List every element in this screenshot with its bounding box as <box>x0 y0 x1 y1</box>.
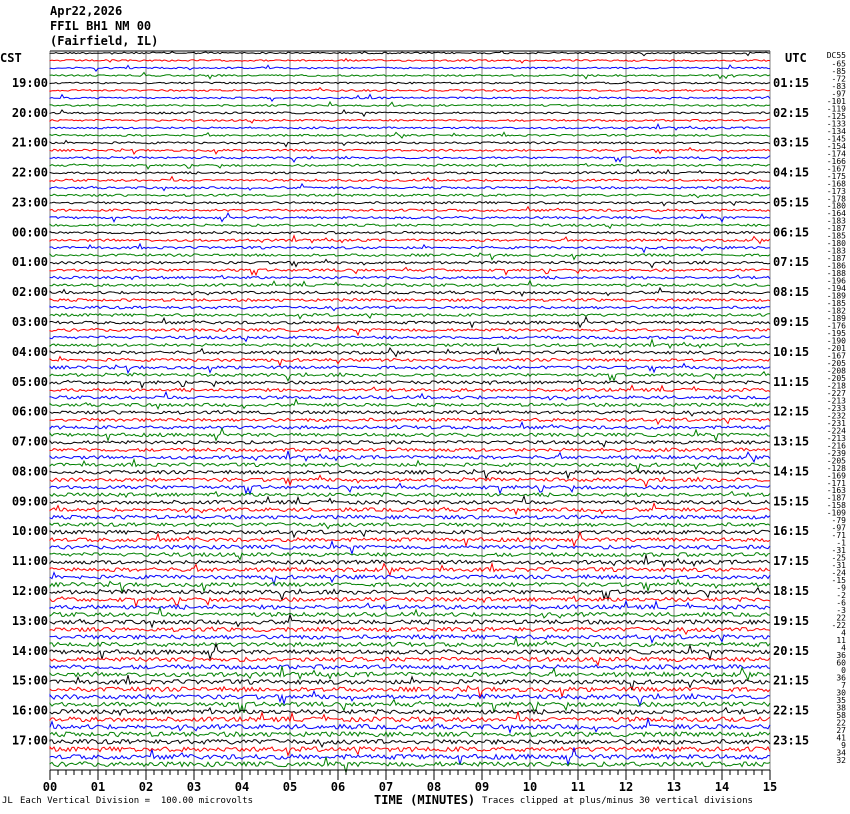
dc-offset-label: -134 <box>826 126 846 136</box>
dc-offset-label: -154 <box>826 141 846 151</box>
right-hour-label: 21:15 <box>773 673 810 688</box>
trace-line <box>50 470 770 479</box>
left-hour-label: 00:00 <box>11 225 48 240</box>
dc-offset-label: -72 <box>831 74 846 84</box>
dc-offset-label: -83 <box>831 81 846 91</box>
trace-line <box>50 244 770 252</box>
trace-line <box>50 496 770 504</box>
dc-offset-label: -24 <box>831 568 846 578</box>
dc-offset-label: -231 <box>826 418 846 428</box>
trace-line <box>50 213 770 222</box>
dc-offset-label: 41 <box>836 733 846 743</box>
left-hour-label: 02:00 <box>11 285 48 300</box>
right-hour-label: 23:15 <box>773 733 810 748</box>
dc-offset-label: -97 <box>831 523 846 533</box>
dc-offset-label: -167 <box>826 164 846 174</box>
left-hour-label: 14:00 <box>11 643 48 658</box>
right-hour-label: 22:15 <box>773 703 810 718</box>
trace-line <box>50 288 770 296</box>
dc-offset-label: -201 <box>826 343 846 353</box>
dc-offset-label: -227 <box>826 388 846 398</box>
dc-offset-label: -188 <box>826 269 846 279</box>
left-hour-label: 03:00 <box>11 314 48 329</box>
trace-line <box>50 708 770 715</box>
dc-offset-label: -167 <box>826 351 846 361</box>
dc-offset-label: -239 <box>826 448 846 458</box>
trace-line <box>50 275 770 279</box>
trace-line <box>50 541 770 554</box>
dc-offset-label: -65 <box>831 59 846 69</box>
trace-line <box>50 580 770 592</box>
dc-offset-label: 27 <box>836 725 846 735</box>
dc-offset-label: 0 <box>841 665 846 675</box>
right-hour-label: 06:15 <box>773 225 810 240</box>
right-hour-label: 08:15 <box>773 285 810 300</box>
trace-line <box>50 119 770 123</box>
date-label: Apr22,2026 <box>50 4 123 18</box>
trace-line <box>50 451 770 462</box>
trace-line <box>50 124 770 130</box>
left-hour-label: 07:00 <box>11 434 48 449</box>
trace-line <box>50 411 770 416</box>
left-hour-label: 20:00 <box>11 105 48 120</box>
left-hour-label: 11:00 <box>11 554 48 569</box>
dc-offset-label: -185 <box>826 299 846 309</box>
left-hour-label: 13:00 <box>11 613 48 628</box>
dc-offset-label: -164 <box>826 209 846 219</box>
dc-offset-label: -190 <box>826 336 846 346</box>
dc-offset-label: 38 <box>836 703 846 713</box>
trace-line <box>50 164 770 169</box>
trace-line <box>50 224 770 228</box>
trace-line <box>50 564 770 575</box>
dc-offset-label: 58 <box>836 710 846 720</box>
dc-offset-label: -2 <box>836 591 846 601</box>
trace-line <box>50 141 770 147</box>
dc-offset-label: -1 <box>836 538 846 548</box>
trace-line <box>50 601 770 609</box>
right-timezone-label: UTC <box>785 51 807 65</box>
trace-line <box>50 314 770 319</box>
trace-line <box>50 615 770 627</box>
trace-line <box>50 428 770 440</box>
dc-offset-label: -173 <box>826 186 846 196</box>
dc-offset-label: -169 <box>826 471 846 481</box>
trace-line <box>50 317 770 327</box>
right-hour-label: 15:15 <box>773 494 810 509</box>
x-tick-label: 11 <box>570 780 586 794</box>
dc-offset-label: -232 <box>826 411 846 421</box>
right-hour-label: 04:15 <box>773 165 810 180</box>
trace-line <box>50 110 770 116</box>
left-hour-label: 23:00 <box>11 195 48 210</box>
dc-offset-label: -178 <box>826 194 846 204</box>
dc-offset-label: 22 <box>836 613 846 623</box>
x-tick-label: 02 <box>138 780 154 794</box>
location-label: (Fairfield, IL) <box>50 34 159 48</box>
dc-offset-label: -97 <box>831 89 846 99</box>
trace-line <box>50 51 770 56</box>
trace-line <box>50 588 770 600</box>
trace-line <box>50 364 770 373</box>
trace-line <box>50 492 770 498</box>
trace-line <box>50 747 770 756</box>
left-hour-label: 10:00 <box>11 524 48 539</box>
x-tick-label: 04 <box>234 780 250 794</box>
left-hour-label: 16:00 <box>11 703 48 718</box>
dc-offset-label: -180 <box>826 201 846 211</box>
dc-offset-label: -163 <box>826 486 846 496</box>
dc-label: DC55 <box>826 51 846 60</box>
trace-line <box>50 686 770 698</box>
dc-offset-label: -22 <box>831 621 846 631</box>
trace-line <box>50 102 770 106</box>
dc-offset-label: -213 <box>826 433 846 443</box>
dc-offset-label: -175 <box>826 171 846 181</box>
clip-note: Traces clipped at plus/minus 30 vertical divisions <box>482 796 753 806</box>
left-hour-label: 05:00 <box>11 374 48 389</box>
right-hour-label: 11:15 <box>773 374 810 389</box>
dc-offset-label: -101 <box>826 96 846 106</box>
trace-line <box>50 357 770 366</box>
dc-offset-label: 9 <box>841 740 846 750</box>
trace-line <box>50 259 770 267</box>
x-tick-label: 08 <box>426 780 442 794</box>
trace-line <box>50 156 770 162</box>
trace-line <box>50 281 770 287</box>
left-hour-label: 01:00 <box>11 255 48 270</box>
trace-line <box>50 267 770 275</box>
right-hour-label: 14:15 <box>773 464 810 479</box>
trace-line <box>50 448 770 451</box>
x-tick-label: 03 <box>186 780 202 794</box>
trace-line <box>50 340 770 349</box>
scale-note: Each Vertical Division = 100.00 microvolts <box>20 796 253 806</box>
left-hour-label: 21:00 <box>11 135 48 150</box>
dc-offset-label: -194 <box>826 284 846 294</box>
right-hour-label: 19:15 <box>773 613 810 628</box>
dc-offset-label: -186 <box>826 261 846 271</box>
trace-line <box>50 170 770 174</box>
trace-line <box>50 418 770 424</box>
trace-line <box>50 665 770 669</box>
dc-offset-label: -109 <box>826 508 846 518</box>
trace-line <box>50 253 770 260</box>
right-hour-label: 02:15 <box>773 105 810 120</box>
dc-offset-label: -205 <box>826 358 846 368</box>
left-hour-label: 04:00 <box>11 344 48 359</box>
trace-line <box>50 88 770 92</box>
left-hour-label: 09:00 <box>11 494 48 509</box>
dc-offset-label: -182 <box>826 306 846 316</box>
dc-offset-label: -180 <box>826 239 846 249</box>
dc-offset-label: -119 <box>826 104 846 114</box>
trace-line <box>50 475 770 486</box>
dc-offset-label: -85 <box>831 66 846 76</box>
dc-offset-label: 60 <box>836 658 846 668</box>
dc-offset-label: -71 <box>831 531 846 541</box>
station-label: FFIL BH1 NM 00 <box>50 19 152 33</box>
dc-offset-label: -145 <box>826 134 846 144</box>
dc-offset-label: -171 <box>826 478 846 488</box>
trace-line <box>50 523 770 529</box>
trace-line <box>50 608 770 618</box>
trace-line <box>50 207 770 212</box>
trace-line <box>50 177 770 183</box>
dc-offset-label: -216 <box>826 441 846 451</box>
left-timezone-label: CST <box>0 51 22 65</box>
dc-offset-label: 4 <box>841 643 846 653</box>
dc-offset-label: -9 <box>836 583 846 593</box>
right-hour-label: 10:15 <box>773 344 810 359</box>
dc-offset-label: -133 <box>826 119 846 129</box>
dc-offset-label: -15 <box>831 576 846 586</box>
left-hour-label: 08:00 <box>11 464 48 479</box>
dc-offset-label: 35 <box>836 695 846 705</box>
dc-offset-label: -183 <box>826 246 846 256</box>
trace-line <box>50 399 770 409</box>
right-hour-label: 03:15 <box>773 135 810 150</box>
x-tick-label: 09 <box>474 780 490 794</box>
dc-offset-label: -205 <box>826 373 846 383</box>
dc-offset-label: 36 <box>836 650 846 660</box>
trace-line <box>50 627 770 634</box>
dc-offset-label: -208 <box>826 366 846 376</box>
x-axis-label: TIME (MINUTES) <box>374 793 476 807</box>
dc-offset-label: -187 <box>826 493 846 503</box>
trace-line <box>50 132 770 138</box>
dc-offset-label: -6 <box>836 598 846 608</box>
dc-offset-label: 22 <box>836 718 846 728</box>
dc-offset-label: -189 <box>826 314 846 324</box>
dc-offset-label: 32 <box>836 755 846 765</box>
dc-offset-label: -205 <box>826 456 846 466</box>
trace-line <box>50 555 770 566</box>
trace-line <box>50 638 770 647</box>
dc-offset-label: -187 <box>826 224 846 234</box>
dc-offset-label: -187 <box>826 254 846 264</box>
dc-offset-label: -233 <box>826 403 846 413</box>
x-tick-label: 12 <box>618 780 634 794</box>
trace-line <box>50 732 770 737</box>
small-mark: JL <box>2 796 13 806</box>
dc-offset-label: -218 <box>826 381 846 391</box>
trace-line <box>50 422 770 429</box>
dc-offset-label: -166 <box>826 156 846 166</box>
trace-line <box>50 553 770 560</box>
trace-line <box>50 326 770 335</box>
trace-line <box>50 740 770 747</box>
x-tick-label: 06 <box>330 780 346 794</box>
trace-line <box>50 336 770 341</box>
dc-offset-label: 30 <box>836 688 846 698</box>
trace-line <box>50 194 770 198</box>
left-hour-label: 15:00 <box>11 673 48 688</box>
x-tick-label: 07 <box>378 780 394 794</box>
right-hour-label: 20:15 <box>773 643 810 658</box>
x-tick-label: 10 <box>522 780 538 794</box>
dc-offset-label: 11 <box>836 635 846 645</box>
dc-offset-label: -185 <box>826 231 846 241</box>
right-hour-label: 16:15 <box>773 524 810 539</box>
dc-offset-label: 7 <box>841 680 846 690</box>
right-hour-label: 12:15 <box>773 404 810 419</box>
left-hour-label: 12:00 <box>11 583 48 598</box>
trace-line <box>50 232 770 234</box>
right-hour-label: 05:15 <box>773 195 810 210</box>
dc-offset-label: -183 <box>826 216 846 226</box>
trace-line <box>50 65 770 71</box>
left-hour-label: 17:00 <box>11 733 48 748</box>
trace-line <box>50 148 770 154</box>
x-tick-label: 15 <box>762 780 778 794</box>
left-hour-label: 22:00 <box>11 165 48 180</box>
trace-line <box>50 460 770 472</box>
dc-offset-label: -31 <box>831 561 846 571</box>
dc-offset-label: -176 <box>826 321 846 331</box>
trace-line <box>50 202 770 206</box>
trace-line <box>50 573 770 585</box>
dc-offset-label: -128 <box>826 463 846 473</box>
trace-line <box>50 236 770 244</box>
x-tick-label: 13 <box>666 780 682 794</box>
trace-line <box>50 95 770 102</box>
right-hour-label: 01:15 <box>773 75 810 90</box>
trace-line <box>50 184 770 191</box>
x-tick-label: 05 <box>282 780 298 794</box>
dc-offset-label: -158 <box>826 501 846 511</box>
dc-offset-label: -174 <box>826 149 846 159</box>
trace-line <box>50 657 770 665</box>
x-tick-label: 01 <box>90 780 106 794</box>
trace-line <box>50 306 770 310</box>
trace-line <box>50 596 770 606</box>
dc-offset-label: -79 <box>831 516 846 526</box>
trace-line <box>50 385 770 391</box>
dc-offset-label: -213 <box>826 396 846 406</box>
left-hour-label: 06:00 <box>11 404 48 419</box>
x-tick-label: 14 <box>714 780 730 794</box>
dc-offset-label: -3 <box>836 606 846 616</box>
trace-line <box>50 73 770 79</box>
right-hour-label: 09:15 <box>773 314 810 329</box>
dc-offset-label: -196 <box>826 276 846 286</box>
right-hour-label: 18:15 <box>773 583 810 598</box>
trace-line <box>50 348 770 357</box>
trace-line <box>50 484 770 495</box>
right-hour-label: 07:15 <box>773 255 810 270</box>
trace-line <box>50 635 770 643</box>
trace-line <box>50 532 770 546</box>
dc-offset-label: -31 <box>831 546 846 556</box>
dc-offset-label: 36 <box>836 673 846 683</box>
trace-line <box>50 441 770 447</box>
right-hour-label: 13:15 <box>773 434 810 449</box>
x-tick-label: 00 <box>42 780 58 794</box>
dc-offset-label: -125 <box>826 111 846 121</box>
dc-offset-label: -195 <box>826 329 846 339</box>
dc-offset-label: -168 <box>826 179 846 189</box>
dc-offset-label: -224 <box>826 426 846 436</box>
trace-line <box>50 59 770 63</box>
dc-offset-label: -189 <box>826 291 846 301</box>
dc-offset-label: -25 <box>831 553 846 563</box>
trace-line <box>50 299 770 302</box>
trace-line <box>50 503 770 514</box>
dc-offset-label: 34 <box>836 748 846 758</box>
trace-line <box>50 392 770 400</box>
right-hour-label: 17:15 <box>773 554 810 569</box>
left-hour-label: 19:00 <box>11 75 48 90</box>
dc-offset-label: 4 <box>841 628 846 638</box>
trace-line <box>50 81 770 84</box>
trace-line <box>50 372 770 381</box>
trace-line <box>50 515 770 519</box>
